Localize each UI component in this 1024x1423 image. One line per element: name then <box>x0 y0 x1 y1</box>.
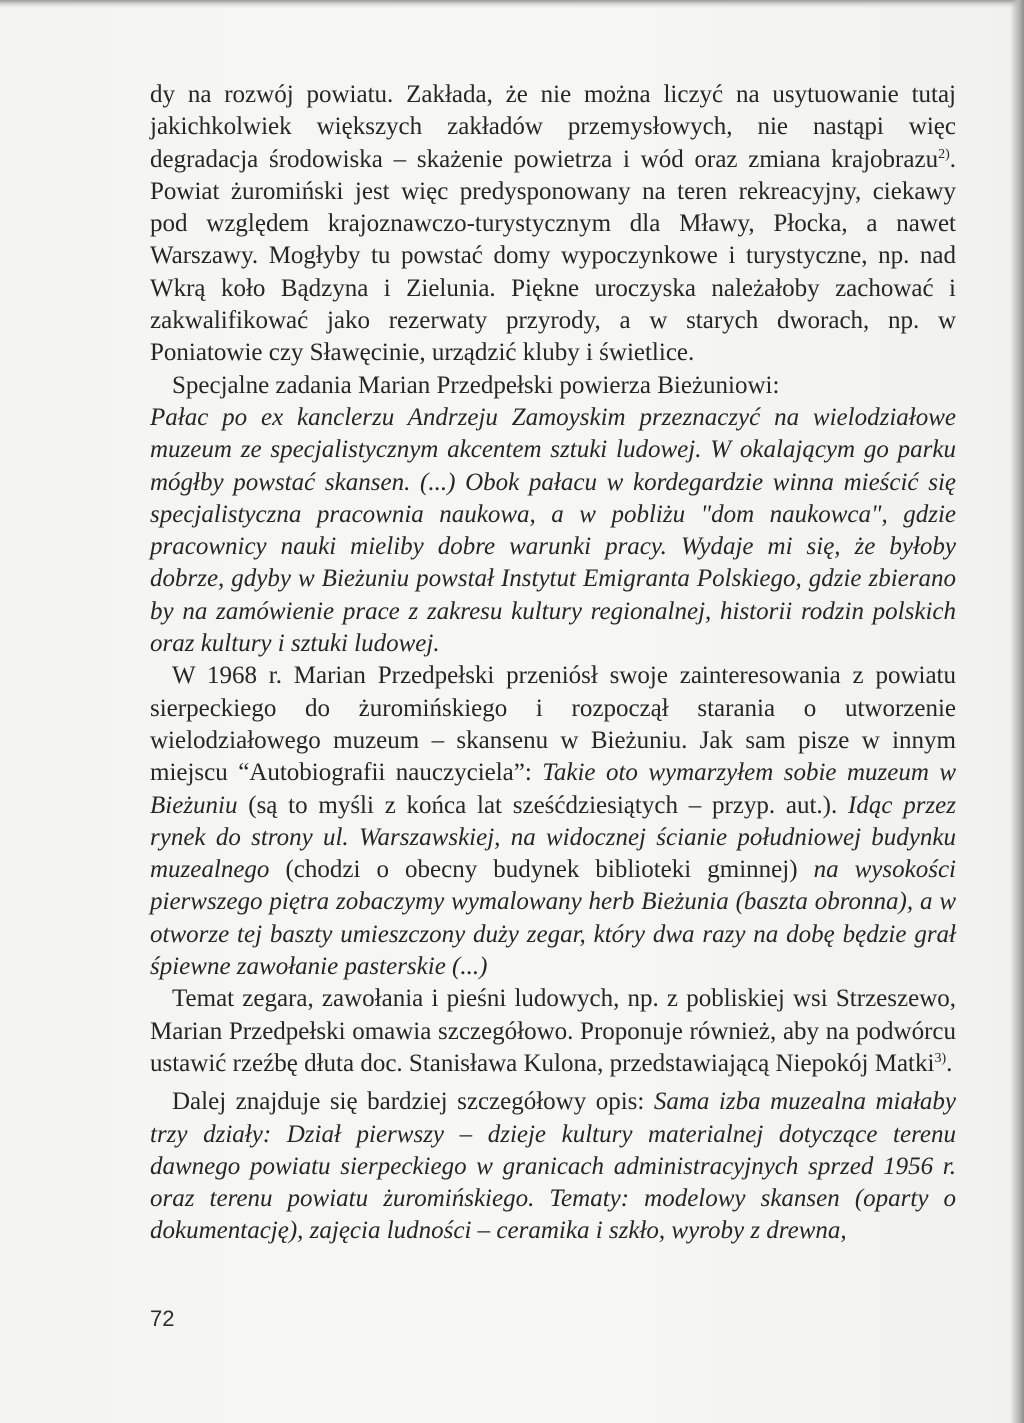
paragraph-2 <box>150 370 956 402</box>
text-run: . Powiat żuromiński jest więc predysponowany na teren rekreacyjny, ciekawy pod względem krajoznawczo-turystycznym dla Mławy, Płocka, a nawet Warszawy. Mogłyby tu powstać domy wypoczynkowe i turystyczne, np. nad Wkrą koło Bądzyna i Zielunia. Piękne uroczyska należałoby zachować i zakwalifikować jako rezerwaty przyrody, a w starych dworach, np. w Poniatowie czy Sławęcinie, urządzić kluby i świetlice. <box>150 145 956 367</box>
italic-quote: Pałac po ex kanclerzu Andrzeju Zamoyskim przeznaczyć na wielodziałowe muzeum ze specjalistycznym akcentem sztuki ludowej. W okalającym go parku mógłby powstać skansen. (...) Obok pałacu w kordegardzie winna mieścić się specjalistyczna pracownia naukowa, a w pobliżu "dom naukowca", gdzie pracownicy nauki mieliby dobre warunki pracy. Wydaje mi się, że byłoby dobrze, gdyby w Bieżuniu powstał Instytut Emigranta Polskiego, gdzie zbierano by na zamówienie prace z zakresu kultury regionalnej, historii rodzin polskich oraz kultury i sztuki ludowej. <box>150 403 956 658</box>
paragraph-1 <box>150 79 956 370</box>
italic-quote: Takie oto wymarzyłem sobie muzeum w Bieżuniu <box>150 759 956 819</box>
paragraph-6 <box>150 1086 956 1247</box>
text-run: (chodzi o obecny budynek biblioteki gminnej) <box>269 856 814 884</box>
scan-edge-right <box>1010 0 1024 1423</box>
italic-quote: na wysokości pierwszego piętra zobaczymy wymalowany herb Bieżunia (baszta obronna), a w otworze tej baszty umieszczony duży zegar, który dwa razy na dobę będzie grał śpiewne zawołanie pasterskie (...) <box>150 856 956 981</box>
italic-quote: Idąc przez rynek do strony ul. Warszawskiej, na widocznej ścianie południowej budynku muzealnego <box>150 791 956 884</box>
footnote-ref-3: 3) <box>934 1050 947 1066</box>
text-run: dy na rozwój powiatu. Zakłada, że nie można liczyć na usytuowanie tutaj jakichkolwiek większych zakładów przemysłowych, nie nastąpi więc degradacja środowiska – skażenie powietrza i wód oraz zmiana krajobrazu <box>150 81 956 173</box>
text-run: Temat zegara, zawołania i pieśni ludowych, np. z pobliskiej wsi Strzeszewo, Marian Przedpełski omawia szczegółowo. Proponuje również, aby na podwórcu ustawić rzeźbę dłuta doc. Stanisława Kulona, przedstawiającą Niepokój Matki <box>150 985 956 1077</box>
scan-edge-top <box>0 0 1024 8</box>
paragraph-3-quote <box>150 402 956 660</box>
italic-quote: Sama izba muzealna miałaby trzy działy: Dział pierwszy – dzieje kultury materialnej dotyczące terenu dawnego powiatu sierpeckiego w granicach administracyjnych sprzed 1956 r. oraz terenu powiatu żuromińskiego. Tematy: modelowy skansen (oparty o dokumentację), zajęcia ludności – ceramika i szkło, wyroby z drewna, <box>150 1088 956 1245</box>
footnote-ref-2: 2) <box>938 146 950 162</box>
text-run: W 1968 r. Marian Przedpełski przeniósł swoje zainteresowania z powiatu sierpeckiego do żuromińskiego i rozpoczął starania o utworzenie wielodziałowego muzeum – skansenu w Bieżuniu. Jak sam pisze w innym miejscu “Autobiografii nauczyciela”: <box>150 662 956 787</box>
text-run: Dalej znajduje się bardziej szczegółowy opis: <box>172 1088 654 1116</box>
text-run: . <box>946 1049 953 1077</box>
body-text <box>150 79 956 1248</box>
text-run: Specjalne zadania Marian Przedpełski powierza Bieżuniowi: <box>172 371 780 399</box>
page-number: 72 <box>150 1306 175 1331</box>
text-run: (są to myśli z końca lat sześćdziesiątych – przyp. aut.). <box>237 791 849 819</box>
paragraph-5 <box>150 983 956 1080</box>
paragraph-4 <box>150 660 956 983</box>
